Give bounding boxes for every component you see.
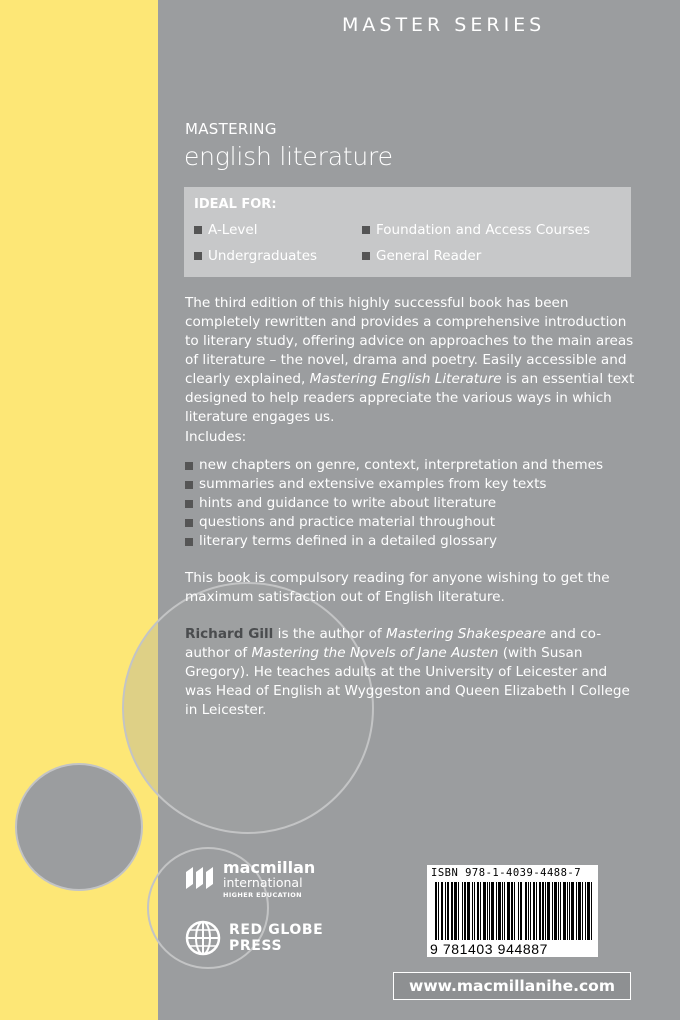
barcode-bar	[502, 882, 503, 940]
isbn-label: ISBN 978-1-4039-4488-7	[431, 867, 582, 879]
ideal-item	[194, 222, 257, 238]
barcode-bar	[512, 882, 513, 940]
barcode-bar	[485, 882, 486, 940]
red-globe-press-logo	[185, 920, 323, 956]
red-globe-text: RED GLOBE	[229, 922, 324, 938]
title-kicker: MASTERING	[185, 120, 277, 138]
barcode-bar	[536, 882, 537, 940]
barcode-bar	[504, 882, 505, 940]
press-text: PRESS	[229, 938, 283, 954]
barcode-bar	[464, 882, 465, 940]
square-bullet-icon	[194, 226, 202, 234]
author-bio: Richard Gill is the author of Mastering Shakespeare and co-author of Mastering the Novels of Jane Austen (with Susan Gregory). He teaches adults at the University of Leicester and was Head of English at Wyggeston and Queen Elizabeth I College in Leicester.	[185, 626, 630, 718]
barcode-bar	[441, 882, 442, 940]
barcode-bar	[582, 882, 583, 940]
barcode-bar	[576, 882, 577, 940]
barcode-bar	[507, 882, 509, 940]
list-item: literary terms defined in a detailed glossary	[185, 532, 635, 551]
square-bullet-icon	[185, 519, 193, 527]
barcode-bar	[579, 882, 581, 940]
barcode-bar	[474, 882, 475, 940]
macmillan-m-icon	[185, 864, 215, 890]
barcode-bar	[542, 882, 543, 940]
square-bullet-icon	[185, 500, 193, 508]
barcode-bar	[549, 882, 550, 940]
barcode-bar	[555, 882, 557, 940]
barcode-bar	[543, 882, 544, 940]
series-name: MASTER SERIES	[342, 14, 546, 36]
barcode-bar	[571, 882, 573, 940]
barcode-bar	[526, 882, 527, 940]
square-bullet-icon	[185, 481, 193, 489]
barcode-bar	[563, 882, 565, 940]
barcode-bar	[552, 882, 553, 940]
barcode-bar	[534, 882, 535, 940]
barcode-bar	[469, 882, 470, 940]
ideal-item-label: General Reader	[376, 248, 482, 264]
barcode-bar	[533, 882, 534, 940]
isbn-barcode	[427, 865, 598, 957]
includes-list	[185, 456, 635, 551]
barcode-bar	[448, 882, 449, 940]
barcode-bar	[569, 882, 570, 940]
barcode-bar	[554, 882, 555, 940]
list-item: hints and guidance to write about literature	[185, 494, 635, 513]
higher-education-text: HIGHER EDUCATION	[223, 891, 302, 899]
barcode-bar	[445, 882, 446, 940]
barcode-bar	[573, 882, 574, 940]
ideal-item	[362, 248, 481, 264]
barcode-bar	[585, 882, 586, 940]
square-bullet-icon	[362, 226, 370, 234]
barcode-bar	[487, 882, 488, 940]
ideal-item-label: Undergraduates	[208, 248, 318, 264]
barcode-bar	[467, 882, 469, 940]
globe-icon	[185, 920, 221, 956]
square-bullet-icon	[194, 252, 202, 260]
barcode-bar	[514, 882, 515, 940]
list-item: questions and practice material throughout	[185, 513, 635, 532]
barcode-bar	[458, 882, 459, 940]
list-item: new chapters on genre, context, interpretation and themes	[185, 456, 635, 475]
barcode-bar	[509, 882, 510, 940]
barcode-bar	[499, 882, 501, 940]
barcode-bar	[491, 882, 493, 940]
book-title: english literature	[184, 142, 393, 171]
barcode-bar	[438, 882, 439, 940]
barcode-bar	[477, 882, 478, 940]
barcode-bar	[442, 882, 443, 940]
description-paragraph: The third edition of this highly successful book has been completely rewritten and provides a comprehensive introduction to literary study, offering advice on approaches to the main areas of literature – the novel, drama and poetry. Easily accessible and clearly explained, Mastering English Literature is an essential text designed to help readers appreciate the various ways in which literature engages us.	[185, 295, 635, 425]
ideal-item	[194, 248, 317, 264]
barcode-bar	[435, 882, 437, 940]
barcode-bar	[565, 882, 566, 940]
barcode-bar	[589, 882, 590, 940]
barcode-bar	[567, 882, 568, 940]
ideal-item-label: Foundation and Access Courses	[376, 222, 591, 238]
barcode-bar	[518, 882, 519, 940]
barcode-bar	[578, 882, 579, 940]
barcode-bar	[521, 882, 522, 940]
barcode-bar	[462, 882, 463, 940]
macmillan-wordmark: macmillan	[223, 858, 316, 877]
barcode-bar	[451, 882, 453, 940]
ideal-heading: IDEAL FOR:	[194, 197, 277, 212]
barcode-bar	[493, 882, 494, 940]
ideal-item	[362, 222, 590, 238]
compulsory-paragraph: This book is compulsory reading for anyone wishing to get the maximum satisfaction out of English literature.	[185, 570, 610, 605]
barcode-bar	[498, 882, 499, 940]
square-bullet-icon	[185, 462, 193, 470]
square-bullet-icon	[185, 538, 193, 546]
ideal-for-box	[184, 187, 631, 277]
barcode-bar	[496, 882, 497, 940]
barcode-bar	[520, 882, 521, 940]
author-name: Richard Gill	[185, 626, 274, 642]
barcode-bar	[528, 882, 529, 940]
barcode-bar	[483, 882, 485, 940]
small-circle	[16, 764, 142, 890]
barcode-bar	[525, 882, 526, 940]
square-bullet-icon	[362, 252, 370, 260]
barcode-bar	[511, 882, 512, 940]
includes-heading: Includes:	[185, 429, 247, 445]
ideal-item-label: A-Level	[208, 222, 258, 238]
barcode-bar	[480, 882, 481, 940]
barcode-bar	[478, 882, 479, 940]
barcode-bar	[489, 882, 490, 940]
barcode-bar	[547, 882, 549, 940]
barcode-bar	[447, 882, 448, 940]
barcode-bar	[455, 882, 456, 940]
website-url[interactable]: www.macmillanihe.com	[393, 972, 631, 1000]
list-item: summaries and extensive examples from key texts	[185, 475, 635, 494]
barcode-bar	[587, 882, 589, 940]
isbn-digits: 9 781403 944887	[430, 941, 548, 957]
barcode-bar	[465, 882, 466, 940]
international-wordmark: international	[223, 875, 303, 890]
barcode-bar	[456, 882, 457, 940]
barcode-bars	[433, 882, 593, 942]
barcode-bar	[560, 882, 561, 940]
barcode-bar	[591, 882, 592, 940]
barcode-bar	[530, 882, 531, 940]
barcode-bar	[539, 882, 541, 940]
barcode-bar	[454, 882, 455, 940]
barcode-bar	[558, 882, 559, 940]
barcode-bar	[472, 882, 473, 940]
barcode-bar	[545, 882, 546, 940]
